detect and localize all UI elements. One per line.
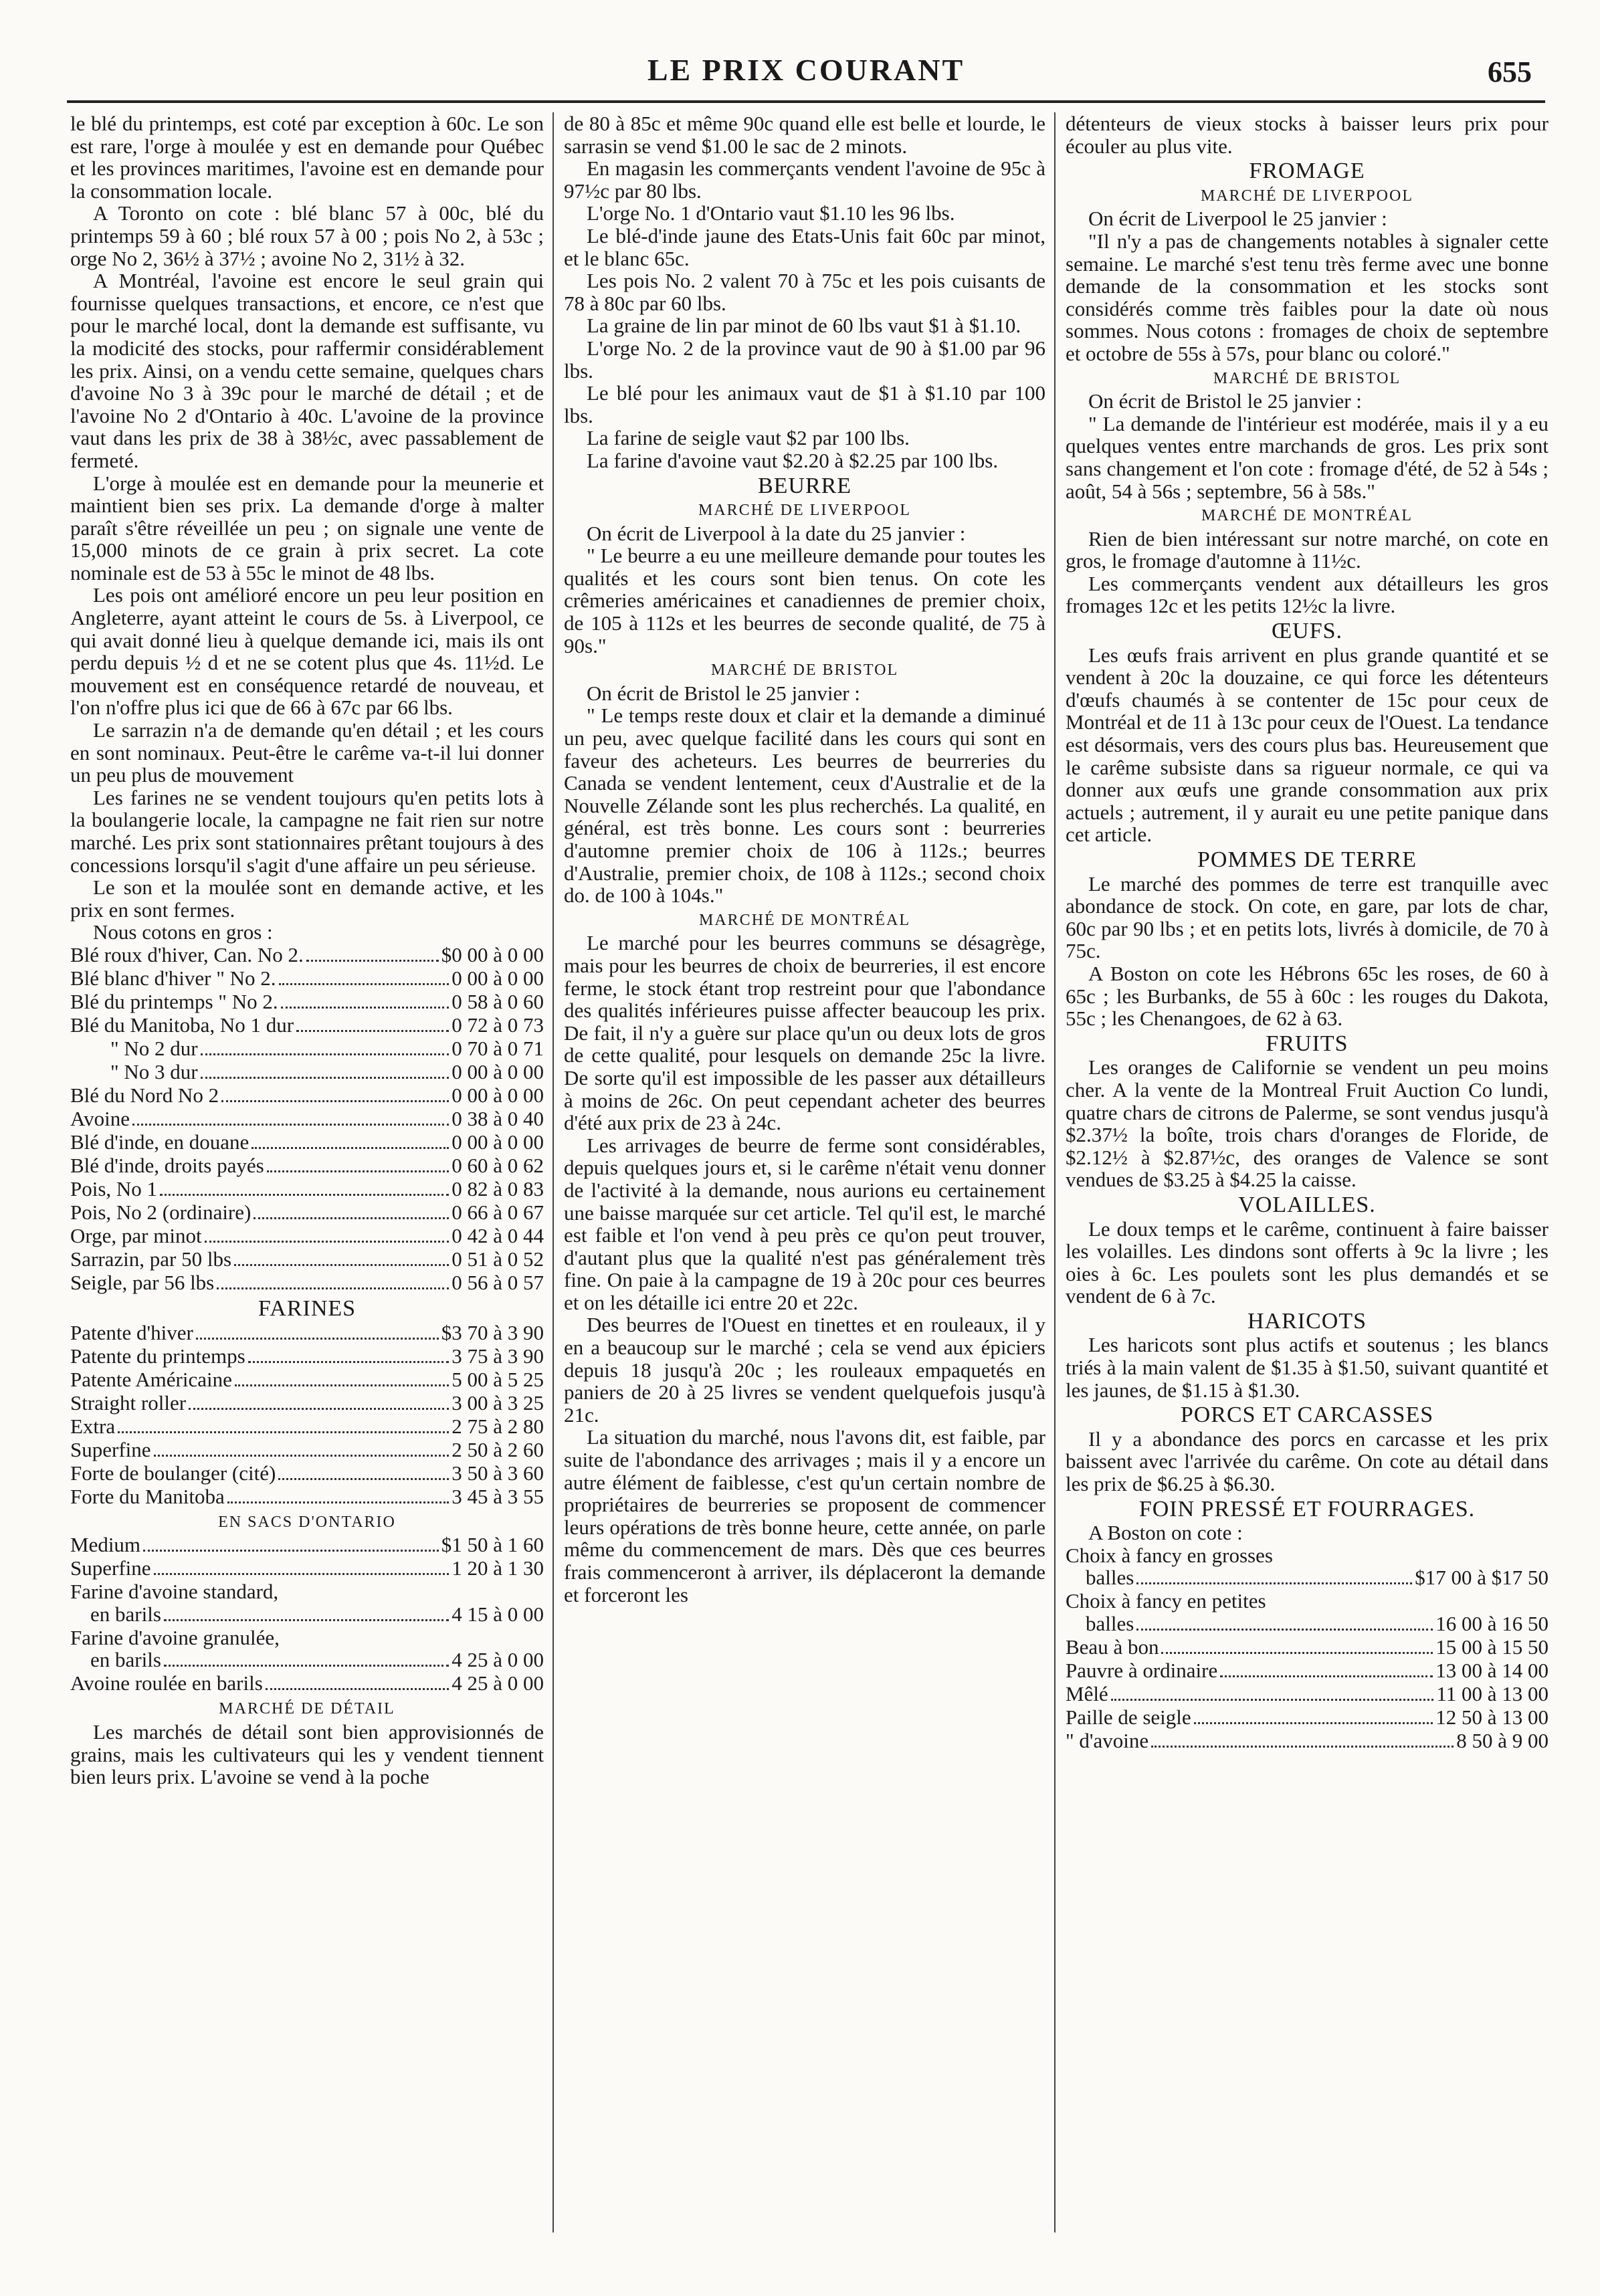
price-line: Blé blanc d'hiver " No 2. 0 00 à 0 00 bbox=[70, 966, 544, 990]
hay-price-list bbox=[1066, 1544, 1548, 1753]
paragraph: Le doux temps et le carême, continuent à faire baisser les volailles. Les dindons sont offerts à 9c la livre ; les oies à 6c. Les poulets sont les plus demandés et se vendent de 6 à 7c. bbox=[1066, 1217, 1548, 1308]
column-3 bbox=[1066, 112, 1548, 2232]
price-line: Mêlé 11 00 à 13 00 bbox=[1066, 1682, 1548, 1705]
paragraph: Les marchés de détail sont bien approvisionnés de grains, mais les cultivateurs qui les y vendent tiennent bien leurs prix. L'avoine se vend à la poche bbox=[70, 1719, 544, 1789]
paragraph: Les farines ne se vendent toujours qu'en petits lots à la boulangerie locale, la campagne ne fait rien sur notre marché. Les prix sont stationnaires prêtant toujours à des concessions lorsqu'il s'agit d'une affaire un peu sérieuse. bbox=[70, 785, 544, 877]
price-line: en barils 4 15 à 0 00 bbox=[90, 1602, 544, 1626]
section-heading: HARICOTS bbox=[1247, 1308, 1367, 1334]
price-line: Forte de boulanger (cité) 3 50 à 3 60 bbox=[70, 1461, 544, 1485]
paragraph: On écrit de Bristol le 25 janvier : bbox=[1088, 389, 1362, 413]
price-line: " No 3 dur 0 00 à 0 00 bbox=[110, 1059, 544, 1083]
price-line: Farine d'avoine granulée, bbox=[70, 1625, 280, 1649]
paragraph: détenteurs de vieux stocks à baisser leurs prix pour écouler au plus vite. bbox=[1066, 112, 1548, 158]
section-subheading: MARCHÉ DE MONTRÉAL bbox=[699, 911, 910, 929]
paragraph: La farine de seigle vaut $2 par 100 lbs. bbox=[587, 426, 910, 450]
paragraph: La situation du marché, nous l'avons dit, est faible, par suite de l'abondance des arrivages ; mais il y a encore un autre élément de faiblesse, c'est qu'un certain nombre de propriétaires de beurreries se proposent de commencer leurs opérations de très bonne heure, cette année, on parle même du commencement de mars. Dès que ces beurres frais commenceront à arriver, ils déplaceront la demande et forceront les bbox=[564, 1425, 1045, 1606]
section-subheading: MARCHÉ DE DÉTAIL bbox=[219, 1700, 395, 1718]
price-line: Pauvre à ordinaire 13 00 à 14 00 bbox=[1066, 1659, 1548, 1682]
price-line: Blé d'inde, en douane 0 00 à 0 00 bbox=[70, 1130, 544, 1154]
paragraph: Les pois ont amélioré encore un peu leur position en Angleterre, ayant atteint le cours de 5s. à Liverpool, ce qui avait donné lieu à quelque demande ici, mais ils ont perdu depuis ½ d et ne se cotent plus que 4s. 11½d. Le mouvement est en conséquence retardé de nouveau, et l'on n'offre plus ici que de 66 à 67c par 66 lbs. bbox=[70, 583, 544, 720]
section-heading: PORCS ET CARCASSES bbox=[1180, 1402, 1434, 1428]
paragraph: A Boston on cote les Hébrons 65c les roses, de 60 à 65c ; les Burbanks, de 55 à 60c : les rouges du Dakota, 55c ; les Chenangoes, de 62 à 63. bbox=[1066, 961, 1548, 1031]
section-heading: FARINES bbox=[258, 1295, 357, 1321]
paragraph: le blé du printemps, est coté par exception à 60c. Le son est rare, l'orge à moulée y est en demande pour Québec et les provinces maritimes, l'avoine est en demande pour la consommation locale. bbox=[70, 112, 544, 203]
paragraph: Nous cotons en gros : bbox=[93, 920, 273, 944]
section-subheading: MARCHÉ DE BRISTOL bbox=[1213, 369, 1401, 387]
paragraph: Des beurres de l'Ouest en tinettes et en rouleaux, il y en a beaucoup sur le marché ; cela se vend aux épiciers depuis 18 jusqu'à 20c ; les rouleaux empaquetés en paniers de 20 à 25 livres se vendent quelquefois jusqu'à 21c. bbox=[564, 1313, 1045, 1427]
page-number: 655 bbox=[1488, 56, 1532, 88]
paragraph: A Montréal, l'avoine est encore le seul grain qui fournisse quelques transactions, et encore, ce n'est que pour le marché local, dont la demande est suffisante, vu la modicité des stocks, pour raffermir considérablement les prix. Ainsi, on a vendu cette semaine, quelques chars d'avoine No 3 à 39c pour le marché de détail ; et de l'avoine No 2 d'Ontario à 40c. L'avoine de la province vaut dans les prix de 38 à 38½c, avec passablement de fermeté. bbox=[70, 269, 544, 472]
paragraph: " Le beurre a eu une meilleure demande pour toutes les qualités et les cours sont bien tenus. On cote les crêmeries américaines et canadiennes de premier choix, de 105 à 112s et les beurres de seconde qualité, de 75 à 90s." bbox=[564, 544, 1045, 657]
price-line: Straight roller 3 00 à 3 25 bbox=[70, 1390, 544, 1415]
column-2 bbox=[564, 112, 1045, 2232]
price-line: Pois, No 2 (ordinaire) 0 66 à 0 67 bbox=[70, 1200, 544, 1224]
price-line: Avoine roulée en barils 4 25 à 0 00 bbox=[70, 1671, 544, 1695]
paragraph: La graine de lin par minot de 60 lbs vaut $1 à $1.10. bbox=[587, 314, 1021, 338]
section-subheading: MARCHÉ DE MONTRÉAL bbox=[1201, 507, 1413, 525]
price-line: Patente Américaine 5 00 à 5 25 bbox=[70, 1367, 544, 1391]
price-line: Choix à fancy en petites bbox=[1066, 1589, 1266, 1613]
paragraph: Il y a abondance des porcs en carcasse et les prix baissent avec l'arrivée du carême. On cote au détail dans les prix de $6.25 à $6.30. bbox=[1066, 1427, 1548, 1496]
paragraph: Le sarrazin n'a de demande qu'en détail ; et les cours en sont nominaux. Peut-être le carême va-t-il lui donner un peu plus de mouvement bbox=[70, 718, 544, 787]
price-line: Superfine 1 20 à 1 30 bbox=[70, 1556, 544, 1580]
price-line: Medium $1 50 à 1 60 bbox=[70, 1533, 544, 1557]
price-line: Beau à bon 15 00 à 15 50 bbox=[1066, 1635, 1548, 1659]
paragraph: Le marché des pommes de terre est tranquille avec abondance de stock. On cote, en gare, par lots de char, 60c par 90 lbs ; et en petits lots, livrés à domicile, de 70 à 75c. bbox=[1066, 871, 1548, 963]
paragraph: Les haricots sont plus actifs et soutenus ; les blancs triés à la main valent de $1.35 à $1.50, suivant quantité et les jaunes, de $1.15 à $1.30. bbox=[1066, 1333, 1548, 1402]
paragraph: A Toronto on cote : blé blanc 57 à 00c, blé du printemps 59 à 60 ; blé roux 57 à 00 ; pois No 2, à 53c ; orge No 2, 36½ à 37½ ; avoine No 2, 31½ à 32. bbox=[70, 201, 544, 270]
section-heading: FRUITS bbox=[1266, 1031, 1348, 1056]
price-line: balles 16 00 à 16 50 bbox=[1086, 1612, 1548, 1635]
price-line: balles $17 00 à $17 50 bbox=[1086, 1566, 1548, 1590]
price-line: Patente d'hiver $3 70 à 3 90 bbox=[70, 1320, 544, 1344]
section-heading: ŒUFS. bbox=[1271, 619, 1343, 644]
section-subheading: EN SACS D'ONTARIO bbox=[218, 1513, 396, 1531]
paragraph: Les commerçants vendent aux détailleurs les gros fromages 12c et les petits 12½c la livre. bbox=[1066, 571, 1548, 618]
section-heading: POMMES DE TERRE bbox=[1197, 847, 1417, 872]
price-line: Orge, par minot 0 42 à 0 44 bbox=[70, 1223, 544, 1247]
paragraph: Les oranges de Californie se vendent un peu moins cher. A la vente de la Montreal Fruit Auction Co lundi, quatre chars de citrons de Palerme, se sont vendus jusqu'à $2.37½ la boîte, trois chars d'oranges de Floride, de $2.12½ à $2.87½c, des oranges de Valence se sont vendues de $3.25 à $4.25 la caisse. bbox=[1066, 1055, 1548, 1192]
price-line: Pois, No 1 0 82 à 0 83 bbox=[70, 1176, 544, 1201]
price-line: Sarrazin, par 50 lbs 0 51 à 0 52 bbox=[70, 1247, 544, 1271]
section-subheading: MARCHÉ DE LIVERPOOL bbox=[698, 502, 911, 520]
paragraph: Rien de bien intéressant sur notre marché, on cote en gros, le fromage d'automne à 11½c. bbox=[1066, 526, 1548, 573]
price-line: Avoine 0 38 à 0 40 bbox=[70, 1106, 544, 1130]
price-line: Choix à fancy en grosses bbox=[1066, 1543, 1273, 1567]
paragraph: A Boston on cote : bbox=[1088, 1521, 1243, 1545]
sacks-price-list bbox=[70, 1534, 544, 1695]
paragraph: L'orge à moulée est en demande pour la meunerie et maintient bien ses prix. La demande d'orge à malter paraît s'être réveillée un peu ; on signale une vente de 15,000 minots de ce grain à prix secret. La cote nominale est de 53 à 55c le minot de 48 lbs. bbox=[70, 471, 544, 585]
price-line: Blé du Manitoba, No 1 dur 0 72 à 0 73 bbox=[70, 1013, 544, 1037]
column-rule bbox=[1054, 112, 1056, 2232]
section-subheading: MARCHÉ DE BRISTOL bbox=[710, 661, 899, 680]
section-heading: FOIN PRESSÉ ET FOURRAGES. bbox=[1138, 1496, 1476, 1522]
paragraph: Le blé pour les animaux vaut de $1 à $1.10 par 100 lbs. bbox=[564, 381, 1045, 427]
price-line: Blé roux d'hiver, Can. No 2. $0 00 à 0 00 bbox=[70, 942, 544, 966]
newspaper-title: LE PRIX COURANT bbox=[647, 53, 965, 87]
paragraph: Le son et la moulée sont en demande active, et les prix en sont fermes. bbox=[70, 875, 544, 922]
paragraph: On écrit de Bristol le 25 janvier : bbox=[587, 681, 860, 705]
section-heading: BEURRE bbox=[757, 473, 852, 498]
paragraph: "Il n'y a pas de changements notables à signaler cette semaine. Le marché s'est tenu très ferme avec une bonne demande de la consommation et les stocks sont considérés comme très faibles pour la date où nous sommes. Nous cotons : fromages de choix de septembre et octobre de 55s à 57s, pour blanc ou coloré." bbox=[1066, 229, 1548, 365]
section-subheading: MARCHÉ DE LIVERPOOL bbox=[1201, 187, 1413, 205]
flour-price-list bbox=[70, 1322, 544, 1509]
price-line: Seigle, par 56 lbs 0 56 à 0 57 bbox=[70, 1270, 544, 1294]
price-line: Extra 2 75 à 2 80 bbox=[70, 1414, 544, 1438]
price-line: " No 2 dur 0 70 à 0 71 bbox=[110, 1036, 544, 1060]
price-line: Blé d'inde, droits payés 0 60 à 0 62 bbox=[70, 1153, 544, 1177]
column-rule bbox=[553, 112, 554, 2232]
price-line: Blé du Nord No 2 0 00 à 0 00 bbox=[70, 1083, 544, 1107]
paragraph: La farine d'avoine vaut $2.20 à $2.25 par 100 lbs. bbox=[587, 448, 999, 472]
grain-price-list bbox=[70, 944, 544, 1295]
paragraph: L'orge No. 2 de la province vaut de 90 à $1.00 par 96 lbs. bbox=[564, 336, 1045, 383]
paragraph: " La demande de l'intérieur est modérée, mais il y a eu quelques ventes entre marchands de gros. Les prix sont sans changement et l'on cote : fromage d'été, de 52 à 54s ; août, 54 à 56s ; septembre, 56 à 58s." bbox=[1066, 411, 1548, 503]
price-line: Paille de seigle 12 50 à 13 00 bbox=[1066, 1705, 1548, 1729]
price-line: Forte du Manitoba 3 45 à 3 55 bbox=[70, 1484, 544, 1508]
paragraph: " Le temps reste doux et clair et la demande a diminué un peu, avec quelque facilité dans les cours qui sont en faveur des acheteurs. Les beurres de beurreries du Canada se vendent lentement, ceux d'Australie et de la Nouvelle Zélande sont les plus recherchés. La qualité, en général, est très bonne. Les cours sont : beurreries d'automne premier choix de 106 à 112s.; beurres d'Australie, premier choix, de 108 à 112s.; second choix do. de 100 à 104s." bbox=[564, 704, 1045, 908]
paragraph: de 80 à 85c et même 90c quand elle est belle et lourde, le sarrasin se vend $1.00 le sac de 2 minots. bbox=[564, 112, 1045, 158]
paragraph: On écrit de Liverpool le 25 janvier : bbox=[1088, 207, 1387, 231]
column-1 bbox=[70, 112, 544, 2232]
price-line: Patente du printemps 3 75 à 3 90 bbox=[70, 1344, 544, 1368]
section-heading: VOLAILLES. bbox=[1238, 1192, 1376, 1217]
paragraph: Le marché pour les beurres communs se désagrège, mais pour les beurres de choix de beurreries, il est encore ferme, le stock étant trop restreint pour que l'abondance des qualités inférieures puisse affecter beaucoup les prix. De fait, il n'y a guère sur place qu'un ou deux lots de gros de cette qualité, pour lesquels on demande 25c la livre. De sorte qu'il est impossible de les passer aux détailleurs à moins de 26c. On peut cependant acheter des beurres d'été aux prix de 23 à 24c. bbox=[564, 931, 1045, 1135]
page-header bbox=[67, 47, 1545, 103]
price-line: en barils 4 25 à 0 00 bbox=[90, 1648, 544, 1672]
price-line: Superfine 2 50 à 2 60 bbox=[70, 1437, 544, 1461]
paragraph: Le blé-d'inde jaune des Etats-Unis fait 60c par minot, et le blanc 65c. bbox=[564, 223, 1045, 270]
paragraph: En magasin les commerçants vendent l'avoine de 95c à 97½c par 80 lbs. bbox=[564, 156, 1045, 203]
paragraph: Les arrivages de beurre de ferme sont considérables, depuis quelques jours et, si le carême n'était venu donner de l'activité à la demande, nous aurions eu certainement une baisse marquée sur cet article. Tel qu'il est, le marché est faible et l'on vend à peu près ce qu'on peut trouver, d'autant plus que la qualité n'est pas généralement très fine. On paie à la campagne de 19 à 20c pour ces beurres et on les détaille ici entre 20 et 22c. bbox=[564, 1133, 1045, 1314]
price-line: " d'avoine 8 50 à 9 00 bbox=[1066, 1729, 1548, 1752]
section-heading: FROMAGE bbox=[1249, 159, 1365, 184]
paragraph: L'orge No. 1 d'Ontario vaut $1.10 les 96 lbs. bbox=[587, 201, 955, 225]
paragraph: Les pois No. 2 valent 70 à 75c et les pois cuisants de 78 à 80c par 60 lbs. bbox=[564, 269, 1045, 315]
paragraph: Les œufs frais arrivent en plus grande quantité et se vendent à 20c la douzaine, ce qui force les détenteurs d'œufs chaumés à se contenter de 15c pour ceux de Montréal et de 11 à 13c pour ceux de l'Ouest. La tendance est désormais, vers des cours plus bas. Heureusement que le carême subsiste dans sa rigueur normale, ce qui va donner aux œufs une grande consommation aux prix actuels ; autrement, il y aurait eu une petite panique dans cet article. bbox=[1066, 643, 1548, 847]
paragraph: On écrit de Liverpool à la date du 25 janvier : bbox=[587, 521, 966, 545]
price-line: Farine d'avoine standard, bbox=[70, 1580, 279, 1604]
price-line: Blé du printemps " No 2. 0 58 à 0 60 bbox=[70, 989, 544, 1013]
